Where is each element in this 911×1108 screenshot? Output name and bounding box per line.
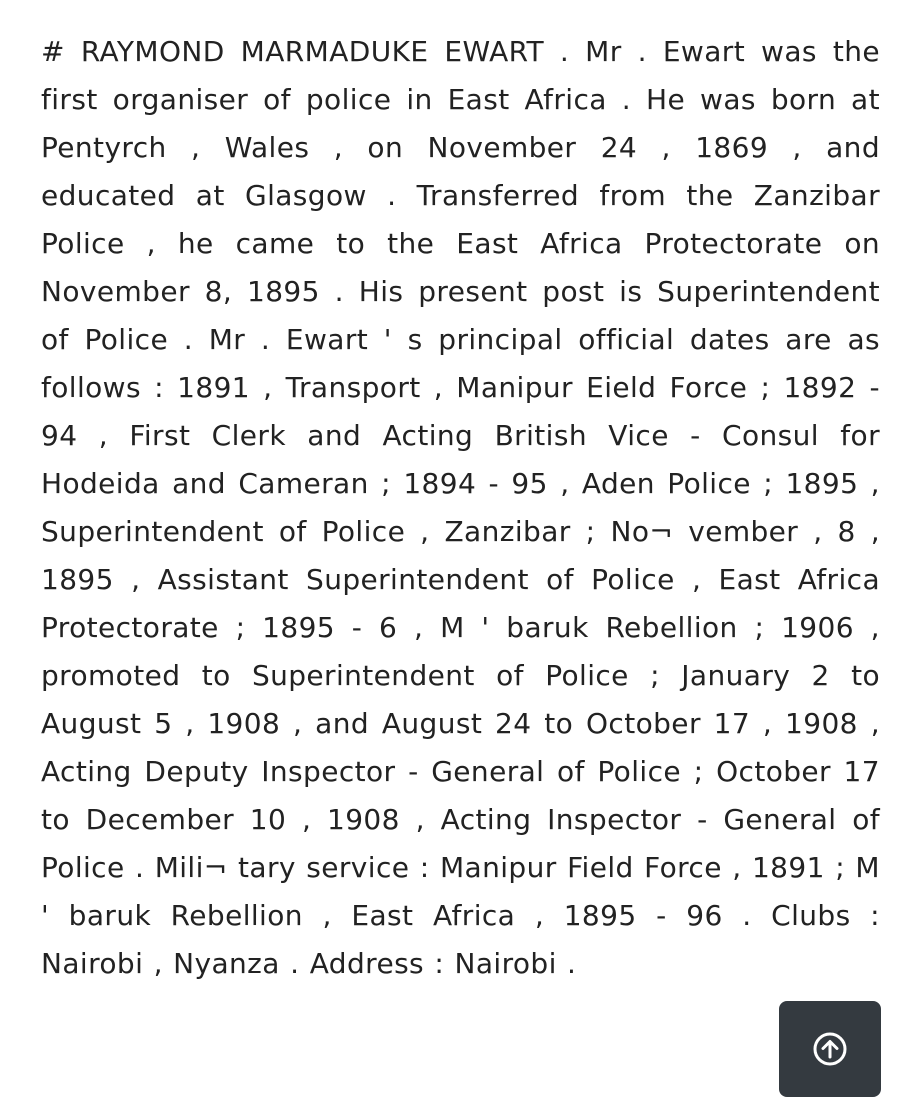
biography-text: # RAYMOND MARMADUKE EWART . Mr . Ewart was the first organiser of police in East Africa . He was born at Pentyrch , Wales , on November 24 , 1869 , and educated at Glasgow . Transferred from the Zanzibar Police , he came to the East Africa Protectorate on November 8, 1895 . His present post is Superintendent of Police . Mr . Ewart ' s principal official dates are as follows : 1891 , Transport , Manipur Eield Force ; 1892 - 94 , First Clerk and Acting British Vice - Consul for Hodeida and Cameran ; 1894 - 95 , Aden Police ; 1895 , Superintendent of Police , Zanzibar ; No¬ vember , 8 , 1895 , Assistant Superintendent of Police , East Africa Protectorate ; 1895 - 6 , M ' baruk Rebellion ; 1906 , promoted to Superintendent of Police ; January 2 to August 5 , 1908 , and August 24 to October 17 , 1908 , Acting Deputy Inspector - General of Police ; October 17 to December 10 , 1908 , Acting Inspector - General of Police . Mili¬ tary service : Manipur Field Force , 1891 ; M ' baruk Rebellion , East Africa , 1895 - 96 . Clubs : Nairobi , Nyanza . Address : Nairobi . bbox=[41, 35, 880, 980]
scroll-to-top-button[interactable] bbox=[779, 1001, 881, 1097]
arrow-up-circle-icon bbox=[812, 1031, 848, 1067]
document-page bbox=[41, 28, 880, 988]
